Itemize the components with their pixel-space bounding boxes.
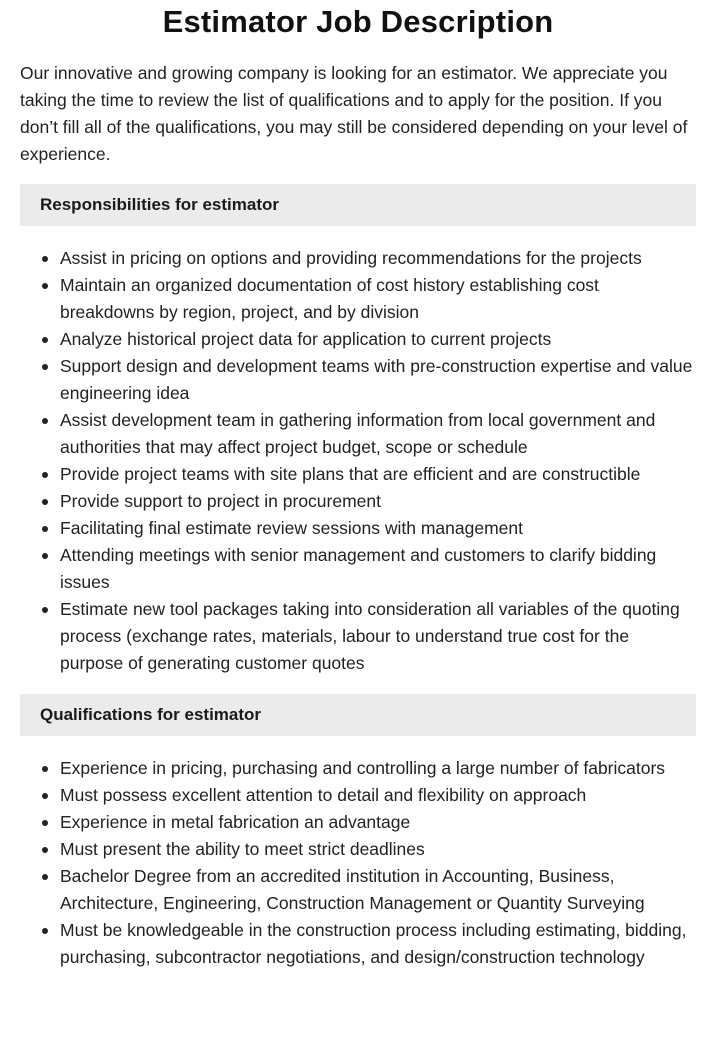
- qualifications-heading: Qualifications for estimator: [20, 694, 696, 736]
- list-item: Experience in metal fabrication an advantage: [60, 809, 696, 836]
- list-item: Analyze historical project data for application to current projects: [60, 326, 696, 353]
- list-item: Assist in pricing on options and providing recommendations for the projects: [60, 245, 696, 272]
- list-item: Estimate new tool packages taking into consideration all variables of the quoting process (exchange rates, materials, labour to understand true cost for the purpose of generating customer quotes: [60, 596, 696, 677]
- list-item: Bachelor Degree from an accredited institution in Accounting, Business, Architecture, Engineering, Construction Management or Quantity Surveying: [60, 863, 696, 917]
- list-item: Facilitating final estimate review sessions with management: [60, 515, 696, 542]
- page-title: Estimator Job Description: [162, 4, 554, 39]
- intro-paragraph: Our innovative and growing company is looking for an estimator. We appreciate you taking the time to review the list of qualifications and to apply for the position. If you don’t fill all of the qualifications, you may still be considered depending on your level of experience.: [20, 63, 688, 164]
- list-item: Must possess excellent attention to detail and flexibility on approach: [60, 782, 696, 809]
- list-item: Must present the ability to meet strict deadlines: [60, 836, 696, 863]
- list-item: Experience in pricing, purchasing and controlling a large number of fabricators: [60, 755, 696, 782]
- list-item: Maintain an organized documentation of cost history establishing cost breakdowns by region, project, and by division: [60, 272, 696, 326]
- responsibilities-heading: Responsibilities for estimator: [20, 184, 696, 226]
- list-item: Provide project teams with site plans that are efficient and are constructible: [60, 461, 696, 488]
- list-item: Assist development team in gathering information from local government and authorities that may affect project budget, scope or schedule: [60, 407, 696, 461]
- qualifications-list: [20, 755, 696, 971]
- list-item: Attending meetings with senior management and customers to clarify bidding issues: [60, 542, 696, 596]
- list-item: Support design and development teams with pre-construction expertise and value engineering idea: [60, 353, 696, 407]
- list-item: Provide support to project in procurement: [60, 488, 696, 515]
- responsibilities-list: [20, 245, 696, 677]
- list-item: Must be knowledgeable in the construction process including estimating, bidding, purchasing, subcontractor negotiations, and design/construction technology: [60, 917, 696, 971]
